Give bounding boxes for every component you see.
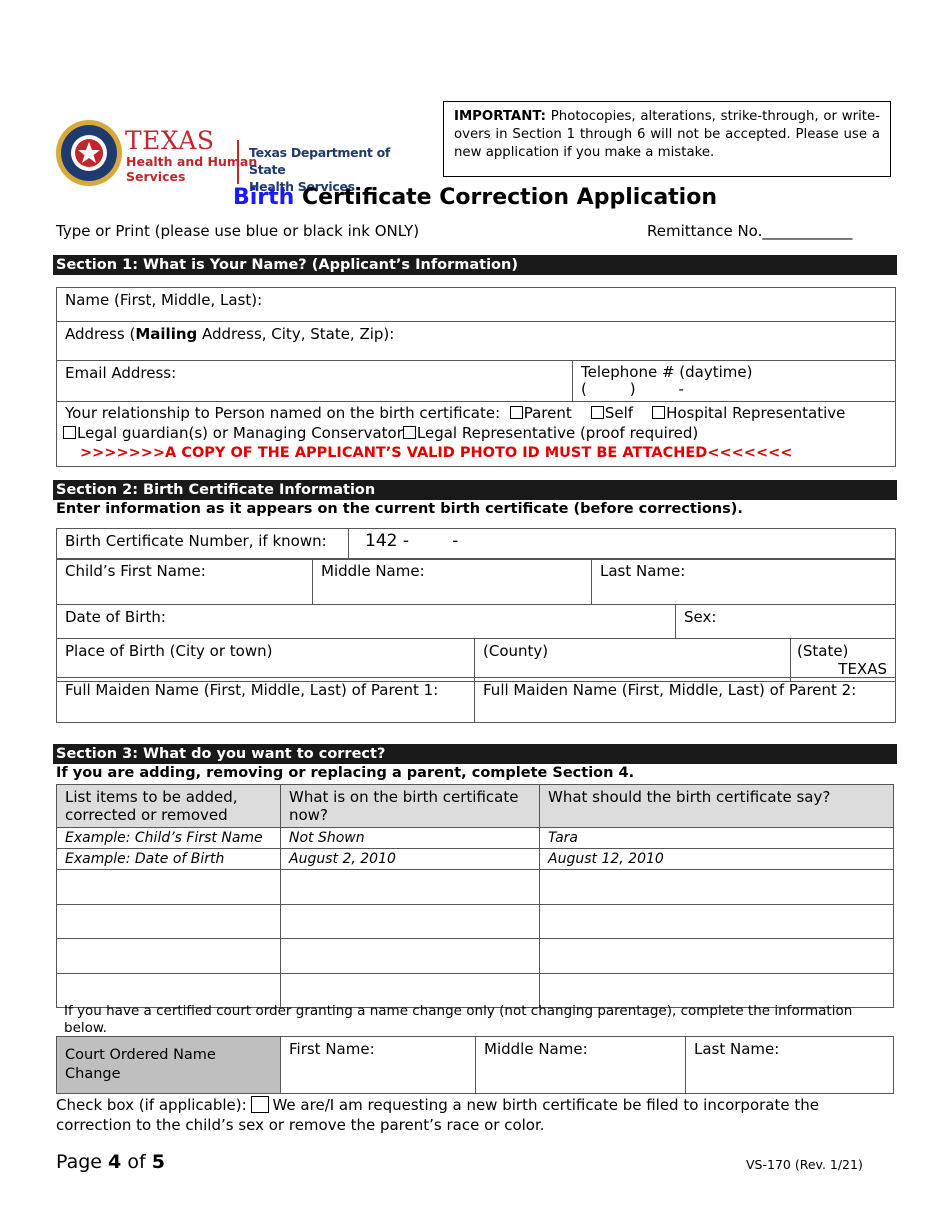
entry-cell[interactable] [540, 870, 894, 905]
legal-rep-checkbox[interactable] [403, 426, 416, 439]
entry-cell[interactable] [540, 905, 894, 939]
entry-cell[interactable] [540, 939, 894, 974]
table-row [57, 870, 894, 905]
place-of-birth-field[interactable]: Place of Birth (City or town) [57, 639, 475, 682]
section-2-place [56, 638, 896, 682]
court-order-note: If you have a certified court order granting a name change only (not changing parentage), complete the information below. [64, 1003, 853, 1036]
child-middle-name-field[interactable]: Middle Name: [313, 559, 592, 605]
state-field: (State) TEXAS [791, 639, 896, 682]
relationship-field: Your relationship to Person named on the birth certificate: Parent Self Hospital Representative Legal guardian(s) or Managing Conservator Legal Representative (proof required) >>>>>>>A COPY OF THE APPLICANT’S VALID PHOTO ID MUST BE ATTACHED<<<<<<< [57, 402, 896, 467]
new-certificate-text: We are/I am requesting a new birth certificate be filed to incorporate the correction to the child’s sex or remove the parent’s race or color. [56, 1096, 819, 1134]
state-value: TEXAS [838, 660, 887, 678]
example-cell: Tara [540, 828, 894, 849]
photo-id-warning: >>>>>>>A COPY OF THE APPLICANT’S VALID PHOTO ID MUST BE ATTACHED<<<<<<< [80, 445, 793, 461]
entry-cell[interactable] [57, 939, 281, 974]
logo-hhs-text: Health and Human Services [126, 154, 258, 184]
parent-1-name-field[interactable]: Full Maiden Name (First, Middle, Last) of Parent 1: [57, 678, 475, 723]
entry-cell[interactable] [57, 905, 281, 939]
bc-number-label: Birth Certificate Number, if known: [57, 529, 349, 560]
hospital-rep-checkbox[interactable] [652, 406, 665, 419]
section-2-form [56, 528, 896, 560]
new-certificate-checkbox[interactable] [251, 1096, 269, 1113]
form-revision: VS-170 (Rev. 1/21) [746, 1157, 863, 1172]
self-checkbox[interactable] [591, 406, 604, 419]
section-3-instruction: If you are adding, removing or replacing a parent, complete Section 4. [56, 765, 635, 781]
entry-cell[interactable] [57, 870, 281, 905]
important-notice [443, 101, 891, 177]
entry-cell[interactable] [281, 905, 540, 939]
court-middle-name-field[interactable]: Middle Name: [476, 1037, 686, 1094]
applicant-phone-field[interactable]: Telephone # (daytime) ( ) - [573, 361, 896, 402]
sex-field[interactable]: Sex: [676, 605, 896, 639]
bc-number-field[interactable]: 142 - - [349, 529, 896, 560]
page-number: Page 4 of 5 [56, 1151, 165, 1173]
corrections-table [56, 784, 894, 1008]
section-2-instruction: Enter information as it appears on the current birth certificate (before corrections). [56, 501, 743, 517]
logo-dshs-text: Texas Department of State Health Services [249, 145, 391, 194]
child-first-name-field[interactable]: Child’s First Name: [57, 559, 313, 605]
remittance-field[interactable]: Remittance No.____________ [647, 222, 853, 240]
new-certificate-request [56, 1095, 896, 1135]
relationship-label: Your relationship to Person named on the birth certificate: [65, 404, 501, 422]
date-of-birth-field[interactable]: Date of Birth: [57, 605, 676, 639]
example-cell: August 12, 2010 [540, 849, 894, 870]
example-cell: August 2, 2010 [281, 849, 540, 870]
example-cell: Not Shown [281, 828, 540, 849]
page-title [0, 185, 950, 210]
section-2-child-names [56, 558, 896, 605]
court-last-name-field[interactable]: Last Name: [686, 1037, 894, 1094]
important-label: IMPORTANT: [454, 109, 546, 124]
entry-cell[interactable] [281, 870, 540, 905]
section-2-dob [56, 604, 896, 639]
title-birth: Birth [232, 185, 295, 210]
section-1-header: Section 1: What is Your Name? (Applicant’s Information) [53, 255, 897, 275]
section-2-parents [56, 677, 896, 723]
title-rest: Certificate Correction Application [302, 185, 718, 210]
example-cell: Example: Date of Birth [57, 849, 281, 870]
agency-logo [55, 118, 405, 194]
section-2-header: Section 2: Birth Certificate Information [53, 480, 897, 500]
column-header: What is on the birth certificate now? [281, 785, 540, 828]
county-field[interactable]: (County) [475, 639, 791, 682]
court-first-name-field[interactable]: First Name: [281, 1037, 476, 1094]
parent-2-name-field[interactable]: Full Maiden Name (First, Middle, Last) of Parent 2: [475, 678, 896, 723]
ink-instruction: Type or Print (please use blue or black ink ONLY) [56, 222, 420, 240]
guardian-checkbox[interactable] [63, 426, 76, 439]
applicant-name-field[interactable]: Name (First, Middle, Last): [57, 288, 896, 322]
court-ordered-name-change-table [56, 1036, 894, 1094]
court-label: Court Ordered Name Change [57, 1037, 281, 1094]
child-last-name-field[interactable]: Last Name: [592, 559, 896, 605]
column-header: What should the birth certificate say? [540, 785, 894, 828]
parent-checkbox[interactable] [510, 406, 523, 419]
checkbox-label: Check box (if applicable): [56, 1096, 247, 1114]
important-text: Photocopies, alterations, strike-through, or write-overs in Section 1 through 6 will not be accepted. Please use a new application if you make a mistake. [454, 109, 880, 160]
section-3-header: Section 3: What do you want to correct? [53, 744, 897, 764]
applicant-email-field[interactable]: Email Address: [57, 361, 573, 402]
section-1-form [56, 287, 896, 467]
table-row [57, 939, 894, 974]
column-header: List items to be added, corrected or removed [57, 785, 281, 828]
logo-texas-text: TEXAS [125, 126, 215, 155]
entry-cell[interactable] [281, 939, 540, 974]
table-row [57, 905, 894, 939]
applicant-address-field[interactable]: Address (Mailing Address, City, State, Zip): [57, 322, 896, 361]
example-cell: Example: Child’s First Name [57, 828, 281, 849]
